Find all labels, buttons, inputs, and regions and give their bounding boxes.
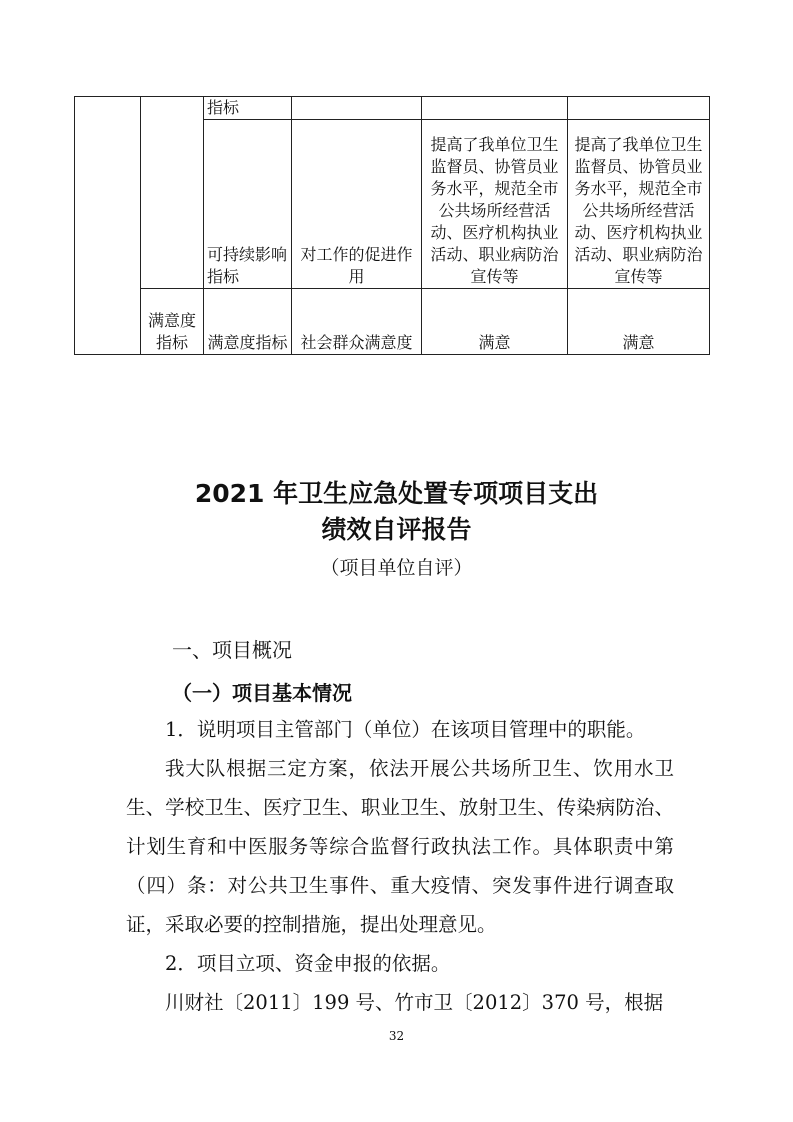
- table-cell: 对工作的促进作用: [292, 120, 422, 289]
- page-number: 32: [388, 1029, 405, 1043]
- section-heading: 一、项目概况: [172, 638, 292, 662]
- table-cell-blank: [75, 97, 141, 355]
- table-cell-blank: [141, 97, 204, 289]
- report-title-line2: 绩效自评报告: [321, 515, 472, 544]
- table-row: [75, 289, 710, 355]
- table-cell: 满意度指标: [141, 289, 204, 355]
- table-cell: 满意: [422, 289, 568, 355]
- table-cell: 指标: [204, 97, 292, 120]
- table-cell: 满意: [568, 289, 710, 355]
- paragraph: 川财社〔2011〕199 号、竹市卫〔2012〕370 号，根据: [165, 991, 664, 1014]
- table-cell: 社会群众满意度: [292, 289, 422, 355]
- paragraph: 我大队根据三定方案，依法开展公共场所卫生、饮用水卫生、学校卫生、医疗卫生、职业卫生、放射卫生、传染病防治、计划生育和中医服务等综合监督行政执法工作。具体职责中第（四）条：对公共卫生事件、重大疫情、突发事件进行调查取证，采取必要的控制措施，提出处理意见。: [126, 757, 674, 936]
- table-cell: 提高了我单位卫生监督员、协管员业务水平，规范全市公共场所经营活动、医疗机构执业活动、职业病防治宣传等: [568, 120, 710, 289]
- table-row: [75, 97, 710, 120]
- report-title: 2021 年卫生应急处置专项项目支出: [194, 479, 599, 508]
- table-cell: 可持续影响 指标: [204, 120, 292, 289]
- indicator-table: [74, 96, 710, 355]
- paragraph: 1．说明项目主管部门（单位）在该项目管理中的职能。: [165, 718, 646, 741]
- table-cell: 提高了我单位卫生监督员、协管员业务水平，规范全市公共场所经营活动、医疗机构执业活动、职业病防治宣传等: [422, 120, 568, 289]
- body-text: [126, 710, 674, 1022]
- table-cell: [292, 97, 422, 120]
- table-cell: 满意度指标: [204, 289, 292, 355]
- subsection-heading: （一）项目基本情况: [172, 681, 352, 705]
- report-subtitle: （项目单位自评）: [320, 557, 473, 579]
- table-cell: [568, 97, 710, 120]
- table-cell: [422, 97, 568, 120]
- paragraph: 2．项目立项、资金申报的依据。: [165, 952, 451, 975]
